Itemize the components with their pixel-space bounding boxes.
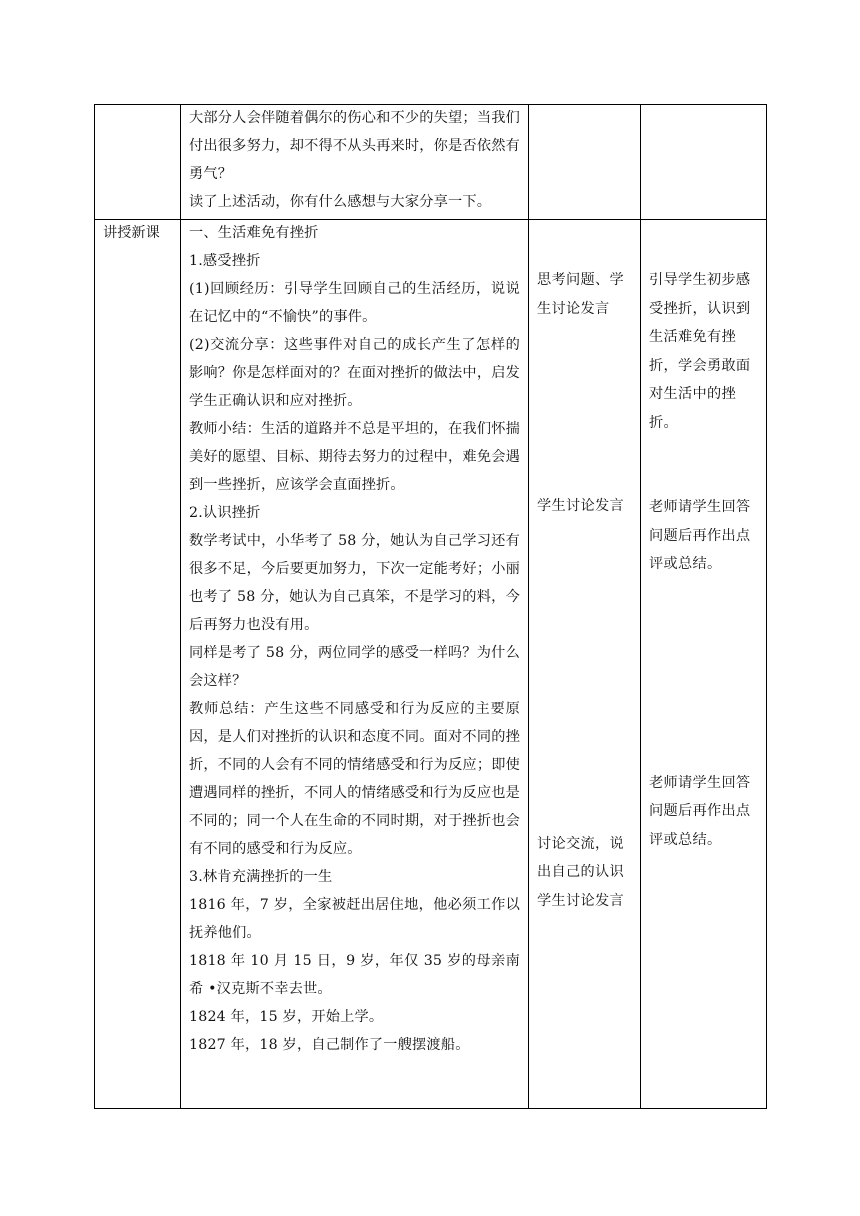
design-intent-cell-empty (641, 105, 767, 220)
design-intent-text: 老师请学生回答问题后再作出点评或总结。 (649, 499, 751, 572)
stage-label: 讲授新课 (103, 225, 160, 241)
lesson-plan-table (94, 104, 767, 1109)
design-intent-text: 老师请学生回答问题后再作出点评或总结。 (649, 774, 751, 848)
subsection-heading: 1.感受挫折 (189, 253, 261, 269)
student-activity-text: 讨论交流，说出自己的认识学生讨论发言 (537, 835, 624, 909)
content-paragraph: (1)回顾经历：引导学生回顾自己的生活经历，说说在记忆中的“不愉快”的事件。 (189, 281, 520, 325)
content-cell (181, 105, 529, 220)
student-activity-text: 思考问题、学生讨论发言 (537, 272, 624, 317)
content-paragraph: 1824 年，15 岁，开始上学。 (189, 1009, 384, 1025)
content-paragraph: 1827 年，18 岁，自己制作了一艘摆渡船。 (189, 1037, 470, 1053)
content-paragraph: 教师总结：产生这些不同感受和行为反应的主要原因，是人们对挫折的认识和态度不同。面对不同的挫折，不同的人会有不同的情绪感受和行为反应；即使遭遇同样的挫折，不同人的情绪感受和行为反应也是不同的；同一个人在生命的不同时期，对于挫折也会有不同的感受和行为反应。 (189, 701, 520, 857)
section-heading: 一、生活难免有挫折 (189, 225, 319, 241)
student-activity-cell-empty (529, 105, 641, 220)
design-intent-text: 引导学生初步感受挫折，认识到生活难免有挫折，学会勇敢面对生活中的挫折。 (649, 272, 751, 431)
content-paragraph: 读了上述活动，你有什么感想与大家分享一下。 (189, 194, 492, 210)
subsection-heading: 3.林肯充满挫折的一生 (189, 869, 333, 885)
content-cell (181, 220, 529, 1109)
content-paragraph: 教师小结：生活的道路并不总是平坦的，在我们怀揣美好的愿望、目标、期待去努力的过程中，难免会遇到一些挫折，应该学会直面挫折。 (189, 421, 520, 493)
subsection-heading: 2.认识挫折 (189, 505, 261, 521)
content-paragraph: 大部分人会伴随着偶尔的伤心和不少的失望；当我们付出很多努力，却不得不从头再来时，你是否依然有勇气？ (189, 110, 520, 182)
table-row-continued (95, 105, 767, 220)
content-paragraph: (2)交流分享：这些事件对自己的成长产生了怎样的影响？你是怎样面对的？在面对挫折的做法中，启发学生正确认识和应对挫折。 (189, 337, 520, 409)
student-activity-cell (529, 220, 641, 1109)
table-row-new-lesson (95, 220, 767, 1109)
content-paragraph: 1818 年 10 月 15 日，9 岁，年仅 35 岁的母亲南希 •汉克斯不幸去世。 (189, 953, 520, 997)
stage-cell (95, 220, 181, 1109)
content-paragraph: 数学考试中，小华考了 58 分，她认为自己学习还有很多不足，今后要更加努力，下次一定能考好；小丽也考了 58 分，她认为自己真笨，不是学习的料，今后再努力也没有用。 (189, 533, 520, 633)
content-paragraph: 同样是考了 58 分，两位同学的感受一样吗？为什么会这样？ (189, 645, 520, 689)
student-activity-text: 学生讨论发言 (537, 498, 624, 514)
content-paragraph: 1816 年，7 岁，全家被赶出居住地，他必须工作以抚养他们。 (189, 897, 520, 941)
stage-cell-empty (95, 105, 181, 220)
design-intent-cell (641, 220, 767, 1109)
